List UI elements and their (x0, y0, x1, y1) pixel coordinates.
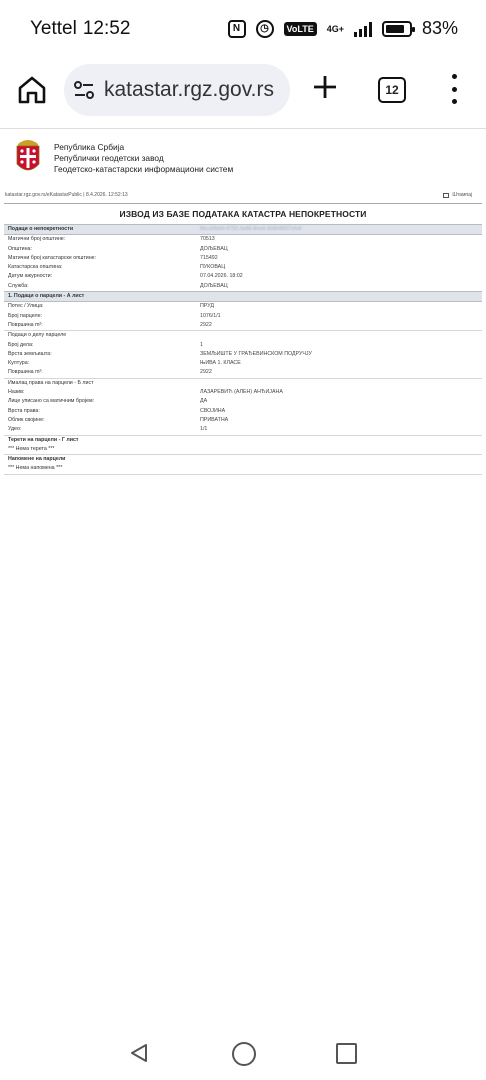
section-heading-label: Ималац права на парцели - Б лист (8, 379, 94, 386)
row-key: Катастарска општина: (8, 264, 63, 271)
table-row (4, 368, 482, 377)
table-row (4, 282, 482, 291)
back-icon[interactable] (128, 1042, 150, 1064)
section-heading-remarks (4, 455, 482, 464)
section-heading-label: Напомене на парцели (8, 456, 66, 463)
divider (4, 203, 482, 204)
row-key: Култура: (8, 360, 30, 367)
document-title: ИЗВОД ИЗ БАЗЕ ПОДАТАКА КАТАСТРА НЕПОКРЕТНОСТИ (119, 209, 367, 219)
home-icon[interactable] (16, 74, 48, 106)
encumbrances-note (4, 445, 482, 455)
row-key: Облик својине: (8, 416, 45, 423)
row-value: ПРИВАТНА (200, 416, 229, 423)
row-key: Удео: (8, 426, 22, 433)
signal-strength-icon (354, 21, 372, 37)
row-value: ПРУД (200, 303, 214, 310)
row-key: Површина m²: (8, 369, 43, 376)
table-row (4, 416, 482, 425)
row-key: Врста права: (8, 407, 40, 414)
row-key: Лице уписано са матичним бројем: (8, 398, 95, 405)
table-row (4, 359, 482, 368)
header-line-1: Република Србија (54, 142, 125, 152)
section-heading-rights-holder (4, 378, 482, 388)
battery-percent: 83% (421, 18, 458, 38)
status-right (228, 18, 458, 39)
address-bar[interactable] (64, 64, 290, 116)
row-key: Врста земљишта: (8, 350, 52, 357)
row-value: 2922 (200, 321, 212, 328)
section-heading-label: Терети на парцели - Г лист (8, 436, 79, 443)
row-value: ЊИВА 1. КЛАСЕ (200, 360, 241, 367)
browser-toolbar (0, 60, 486, 124)
row-key: Број дела: (8, 341, 34, 348)
row-key: Назив: (8, 389, 25, 396)
table-row (4, 407, 482, 416)
divider (0, 128, 486, 129)
row-value: 1076/1/1 (200, 312, 221, 319)
row-value: 70513 (200, 236, 215, 243)
table-row (4, 312, 482, 321)
row-key: Број парцеле: (8, 312, 43, 319)
print-link[interactable] (443, 192, 472, 198)
row-value: 1 (200, 341, 203, 348)
header-line-3: Геодетско-катастарски информациони систем (54, 164, 234, 174)
section-heading-parcel-part (4, 330, 482, 340)
table-row (4, 388, 482, 397)
remarks-note (4, 464, 482, 474)
nfc-icon: N (228, 20, 246, 38)
status-bar (0, 0, 486, 60)
web-page (0, 128, 486, 488)
row-key: Матични број општине: (8, 236, 66, 243)
row-key: Општина: (8, 245, 32, 252)
property-id-value: 86cd4bb0-0752-4a86-8ea4-5b8b5657efe6 (200, 226, 302, 232)
url-text[interactable]: katastar.rgz.gov.rs (104, 78, 275, 101)
new-tab-plus-icon[interactable] (310, 72, 340, 102)
network-type: 4G+ (326, 23, 344, 34)
note-text: *** Нема напомена *** (8, 465, 63, 472)
row-value: ЗЕМЉИШТЕ У ГРАЂЕВИНСКОМ ПОДРУЧЈУ (200, 350, 312, 357)
row-value: ДА (200, 398, 208, 405)
row-value: 1/1 (200, 426, 208, 433)
table-row (4, 321, 482, 330)
table-row (4, 254, 482, 263)
row-value: 2922 (200, 369, 212, 376)
row-value: 715492 (200, 254, 218, 261)
header-line-2: Републички геодетски завод (54, 153, 164, 163)
row-key: Потес / Улица: (8, 303, 44, 310)
row-value: 07.04.2026. 18:02 (200, 273, 243, 280)
clock: 12:52 (82, 18, 131, 39)
recents-square-icon[interactable] (336, 1043, 357, 1064)
section-heading-label: Подаци о непокретности (8, 226, 74, 232)
section-heading-parcel (4, 291, 482, 302)
alarm-icon: ◷ (256, 20, 274, 38)
row-value: ЛАЗАРЕВИЋ (АЛЕН) АНЂИЈАНА (200, 389, 283, 396)
table-row (4, 245, 482, 254)
tab-count: 12 (385, 83, 399, 97)
table-row (4, 302, 482, 311)
table-row (4, 263, 482, 272)
row-key: Датум ажурности: (8, 273, 53, 280)
home-circle-icon[interactable] (232, 1042, 256, 1066)
printer-icon (443, 193, 449, 198)
table-row (4, 350, 482, 359)
site-settings-icon[interactable] (72, 78, 96, 102)
page-url-timestamp: katastar.rgz.gov.rs/eKatastarPublic | 8.4.2026. 12:52:13 (5, 192, 128, 198)
note-text: *** Нема терета *** (8, 445, 55, 452)
row-key: Служба: (8, 282, 29, 289)
tab-switcher-icon[interactable] (378, 77, 406, 103)
carrier-name: Yettel (30, 18, 77, 39)
table-row (4, 397, 482, 406)
section-heading-property (4, 224, 482, 235)
cadastre-extract-table (4, 224, 482, 475)
volte-badge: VoLTE (284, 22, 317, 36)
table-row (4, 235, 482, 244)
overflow-menu-icon[interactable] (444, 74, 464, 104)
section-heading-label: 1. Подаци о парцели - А лист (8, 293, 85, 300)
system-navigation-bar (0, 1020, 486, 1080)
row-value: СВОЈИНА (200, 407, 226, 414)
agency-header (54, 142, 233, 175)
status-left (30, 18, 136, 40)
table-row (4, 341, 482, 350)
row-value: ДОЉЕВАЦ (200, 282, 228, 289)
row-key: Површина m²: (8, 321, 43, 328)
row-value: ПУКОВАЦ (200, 264, 226, 271)
row-key: Матични број катастарске општине: (8, 254, 97, 261)
battery-icon (382, 21, 412, 37)
row-value: ДОЉЕВАЦ (200, 245, 228, 252)
print-label[interactable]: Штампај (452, 192, 472, 198)
serbian-coat-of-arms-icon (14, 134, 42, 176)
table-row (4, 425, 482, 434)
section-heading-label: Подаци о делу парцеле (8, 332, 67, 339)
section-heading-encumbrances (4, 435, 482, 445)
table-row (4, 272, 482, 281)
